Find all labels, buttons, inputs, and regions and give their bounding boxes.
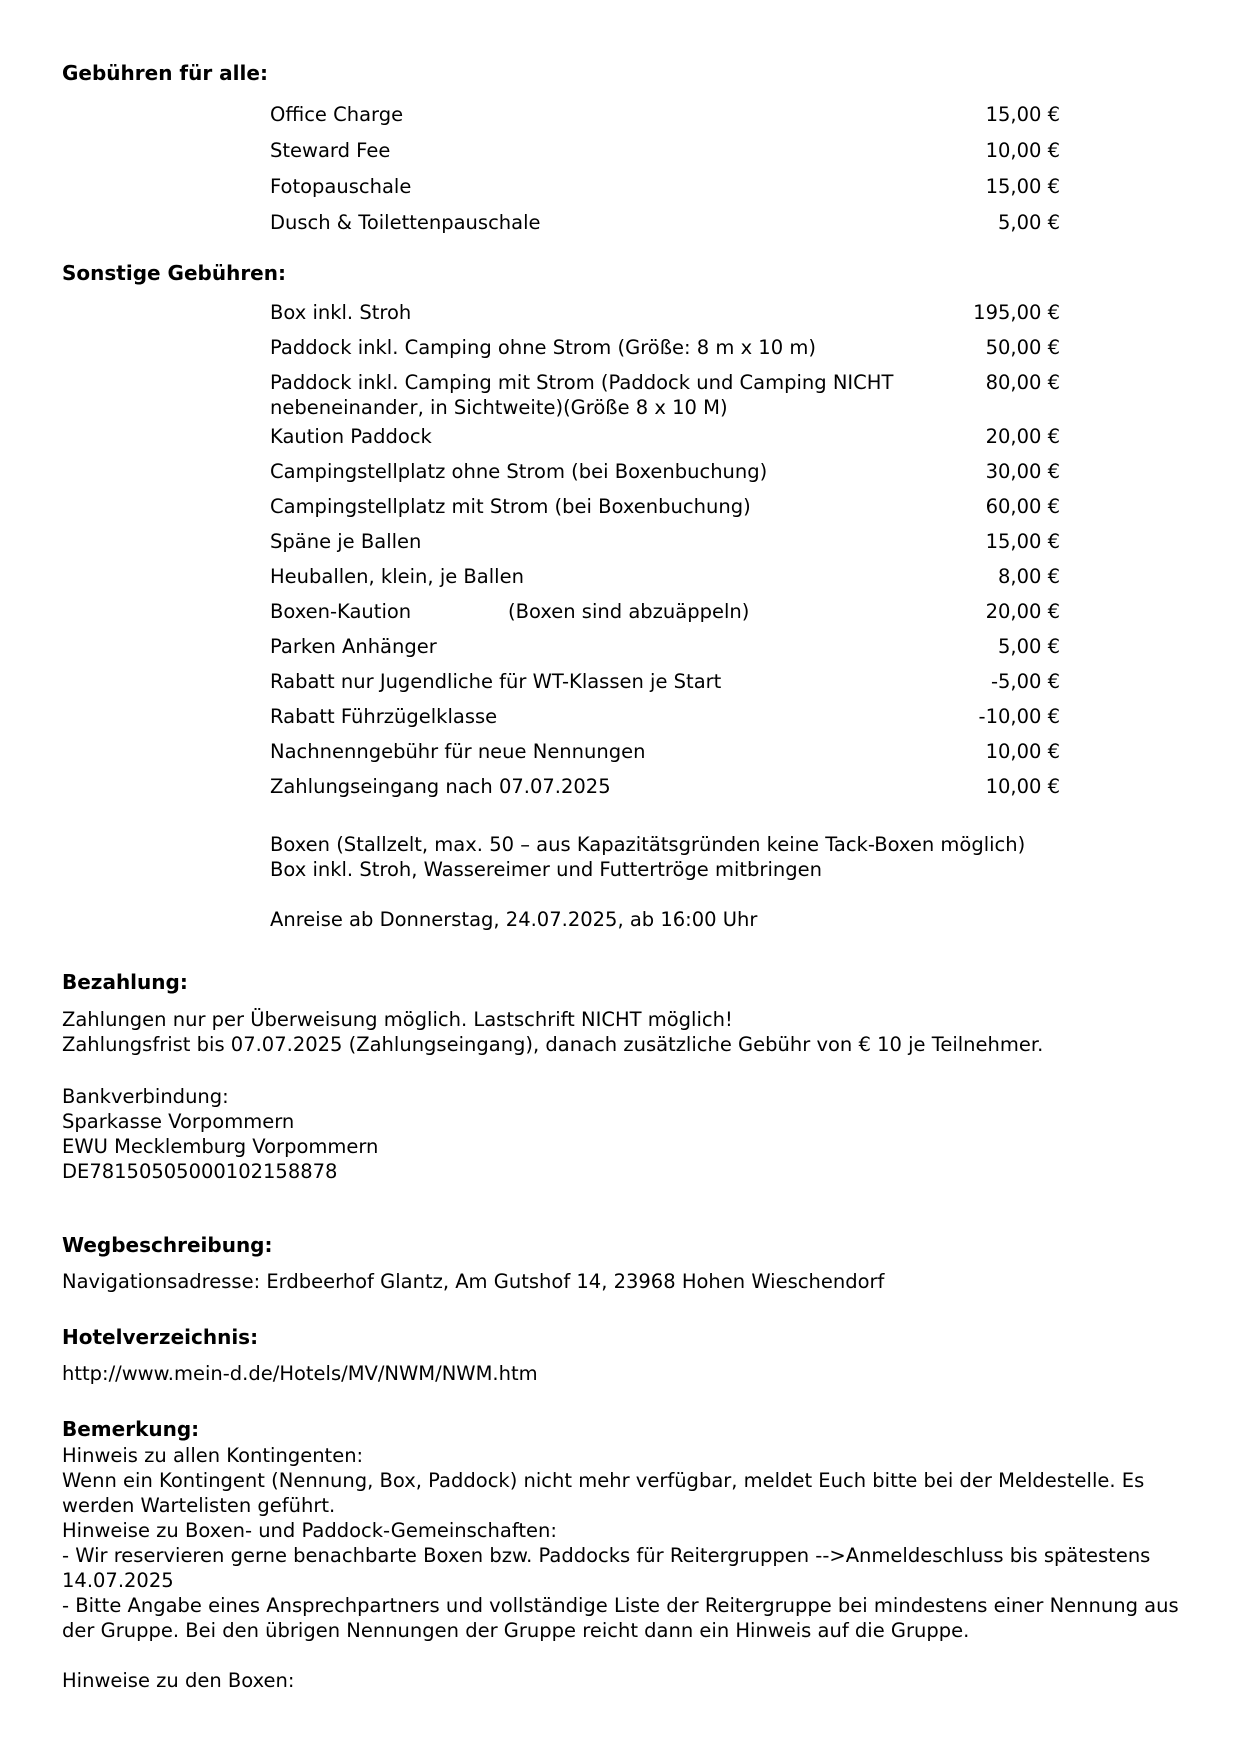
fee-label: Zahlungseingang nach 07.07.2025: [270, 775, 611, 798]
section-heading-hotelverzeichnis: Hotelverzeichnis:: [62, 1325, 259, 1349]
fee-amount: 8,00 €: [997, 565, 1060, 588]
remark-boxen-heading: Hinweise zu den Boxen:: [62, 1669, 295, 1692]
fee-amount: 10,00 €: [985, 139, 1060, 162]
section-heading-bemerkung: Bemerkung:: [62, 1417, 200, 1441]
fee-label: Paddock inkl. Camping mit Strom (Paddock und Camping NICHT nebeneinander, in Sichtweite)(Größe 8 x 10 M): [270, 371, 894, 419]
fee-label: Paddock inkl. Camping ohne Strom (Größe: 8 m x 10 m): [270, 336, 816, 359]
fee-row: [270, 704, 1060, 729]
fee-amount: 15,00 €: [985, 530, 1060, 553]
fee-row: [270, 370, 1060, 420]
fee-row: [270, 210, 1060, 235]
fee-row: [270, 335, 1060, 360]
payment-note: Zahlungen nur per Überweisung möglich. Lastschrift NICHT möglich!: [62, 1008, 733, 1031]
fee-label: Office Charge: [270, 103, 404, 126]
section-heading-bezahlung: Bezahlung:: [62, 970, 188, 994]
fee-amount: 5,00 €: [997, 211, 1060, 234]
fee-row: [270, 459, 1060, 484]
remark-gemeinschaften-heading: Hinweise zu Boxen- und Paddock-Gemeinschaften:: [62, 1519, 557, 1542]
fee-label: Box inkl. Stroh: [270, 301, 412, 324]
fee-amount: 80,00 €: [985, 371, 1060, 394]
fee-row: [270, 634, 1060, 659]
fee-label: Campingstellplatz ohne Strom (bei Boxenbuchung): [270, 460, 768, 483]
bank-name: Sparkasse Vorpommern: [62, 1110, 295, 1133]
fee-row: [270, 300, 1060, 325]
bank-label: Bankverbindung:: [62, 1085, 229, 1108]
fee-row: [270, 174, 1060, 199]
fee-label: Rabatt Führzügelklasse: [270, 705, 498, 728]
fee-amount: 195,00 €: [973, 301, 1060, 324]
section-heading-gebuehren-fuer-alle: Gebühren für alle:: [62, 61, 268, 85]
fee-label: Fotopauschale: [270, 175, 412, 198]
fee-label: Boxen-Kaution: [270, 600, 412, 623]
remark-gemeinschaften-reservation: - Wir reservieren gerne benachbarte Boxen bzw. Paddocks für Reitergruppen -->Anmeldeschluss bis spätestens 14.07.2025: [62, 1544, 1151, 1592]
remark-kontingente-heading: Hinweis zu allen Kontingenten:: [62, 1444, 364, 1467]
boxen-info-line-2: Box inkl. Stroh, Wassereimer und Futtertröge mitbringen: [270, 858, 822, 881]
payment-deadline: Zahlungsfrist bis 07.07.2025 (Zahlungseingang), danach zusätzliche Gebühr von € 10 je Teilnehmer.: [62, 1033, 1044, 1056]
remark-gemeinschaften-contact: - Bitte Angabe eines Ansprechpartners und vollständige Liste der Reitergruppe bei mindestens einer Nennung aus der Gruppe. Bei den übrigen Nennungen der Gruppe reicht dann ein Hinweis auf die Gruppe.: [62, 1594, 1179, 1642]
fee-row: [270, 739, 1060, 764]
remark-kontingente-text: Wenn ein Kontingent (Nennung, Box, Paddock) nicht mehr verfügbar, meldet Euch bitte bei der Meldestelle. Es werden Wartelisten geführt.: [62, 1469, 1145, 1517]
fee-note: (Boxen sind abzuäppeln): [508, 600, 750, 623]
fee-label: Späne je Ballen: [270, 530, 422, 553]
fee-row: [270, 599, 1060, 624]
fee-row: [270, 529, 1060, 554]
fee-amount: 5,00 €: [997, 635, 1060, 658]
fee-row: [270, 138, 1060, 163]
fee-amount: 50,00 €: [985, 336, 1060, 359]
section-heading-sonstige-gebuehren: Sonstige Gebühren:: [62, 261, 286, 285]
fee-amount: 20,00 €: [985, 425, 1060, 448]
section-heading-wegbeschreibung: Wegbeschreibung:: [62, 1233, 273, 1257]
navigation-address: Navigationsadresse: Erdbeerhof Glantz, Am Gutshof 14, 23968 Hohen Wieschendorf: [62, 1270, 885, 1293]
fee-amount: -5,00 €: [990, 670, 1060, 693]
fee-row: [270, 669, 1060, 694]
fee-amount: 30,00 €: [985, 460, 1060, 483]
fee-amount: 10,00 €: [985, 775, 1060, 798]
fee-amount: -10,00 €: [978, 705, 1060, 728]
fee-row: [270, 564, 1060, 589]
anreise-info: Anreise ab Donnerstag, 24.07.2025, ab 16:00 Uhr: [270, 908, 758, 931]
fee-label: Nachnenngebühr für neue Nennungen: [270, 740, 646, 763]
fee-amount: 15,00 €: [985, 175, 1060, 198]
account-holder: EWU Mecklemburg Vorpommern: [62, 1135, 379, 1158]
fee-label: Steward Fee: [270, 139, 391, 162]
fee-amount: 10,00 €: [985, 740, 1060, 763]
fee-row: [270, 102, 1060, 127]
fee-row: [270, 424, 1060, 449]
fee-amount: 60,00 €: [985, 495, 1060, 518]
fee-label: Dusch & Toilettenpauschale: [270, 211, 541, 234]
fee-row: [270, 774, 1060, 799]
fee-row: [270, 494, 1060, 519]
fee-amount: 20,00 €: [985, 600, 1060, 623]
fee-label: Heuballen, klein, je Ballen: [270, 565, 524, 588]
fee-label: Campingstellplatz mit Strom (bei Boxenbuchung): [270, 495, 751, 518]
fee-label: Rabatt nur Jugendliche für WT-Klassen je Start: [270, 670, 722, 693]
hotel-url: http://www.mein-d.de/Hotels/MV/NWM/NWM.htm: [62, 1362, 538, 1385]
fee-amount: 15,00 €: [985, 103, 1060, 126]
boxen-info-line-1: Boxen (Stallzelt, max. 50 – aus Kapazitätsgründen keine Tack-Boxen möglich): [270, 833, 1026, 856]
fee-label: Kaution Paddock: [270, 425, 432, 448]
iban: DE78150505000102158878: [62, 1160, 338, 1183]
fee-label: Parken Anhänger: [270, 635, 437, 658]
